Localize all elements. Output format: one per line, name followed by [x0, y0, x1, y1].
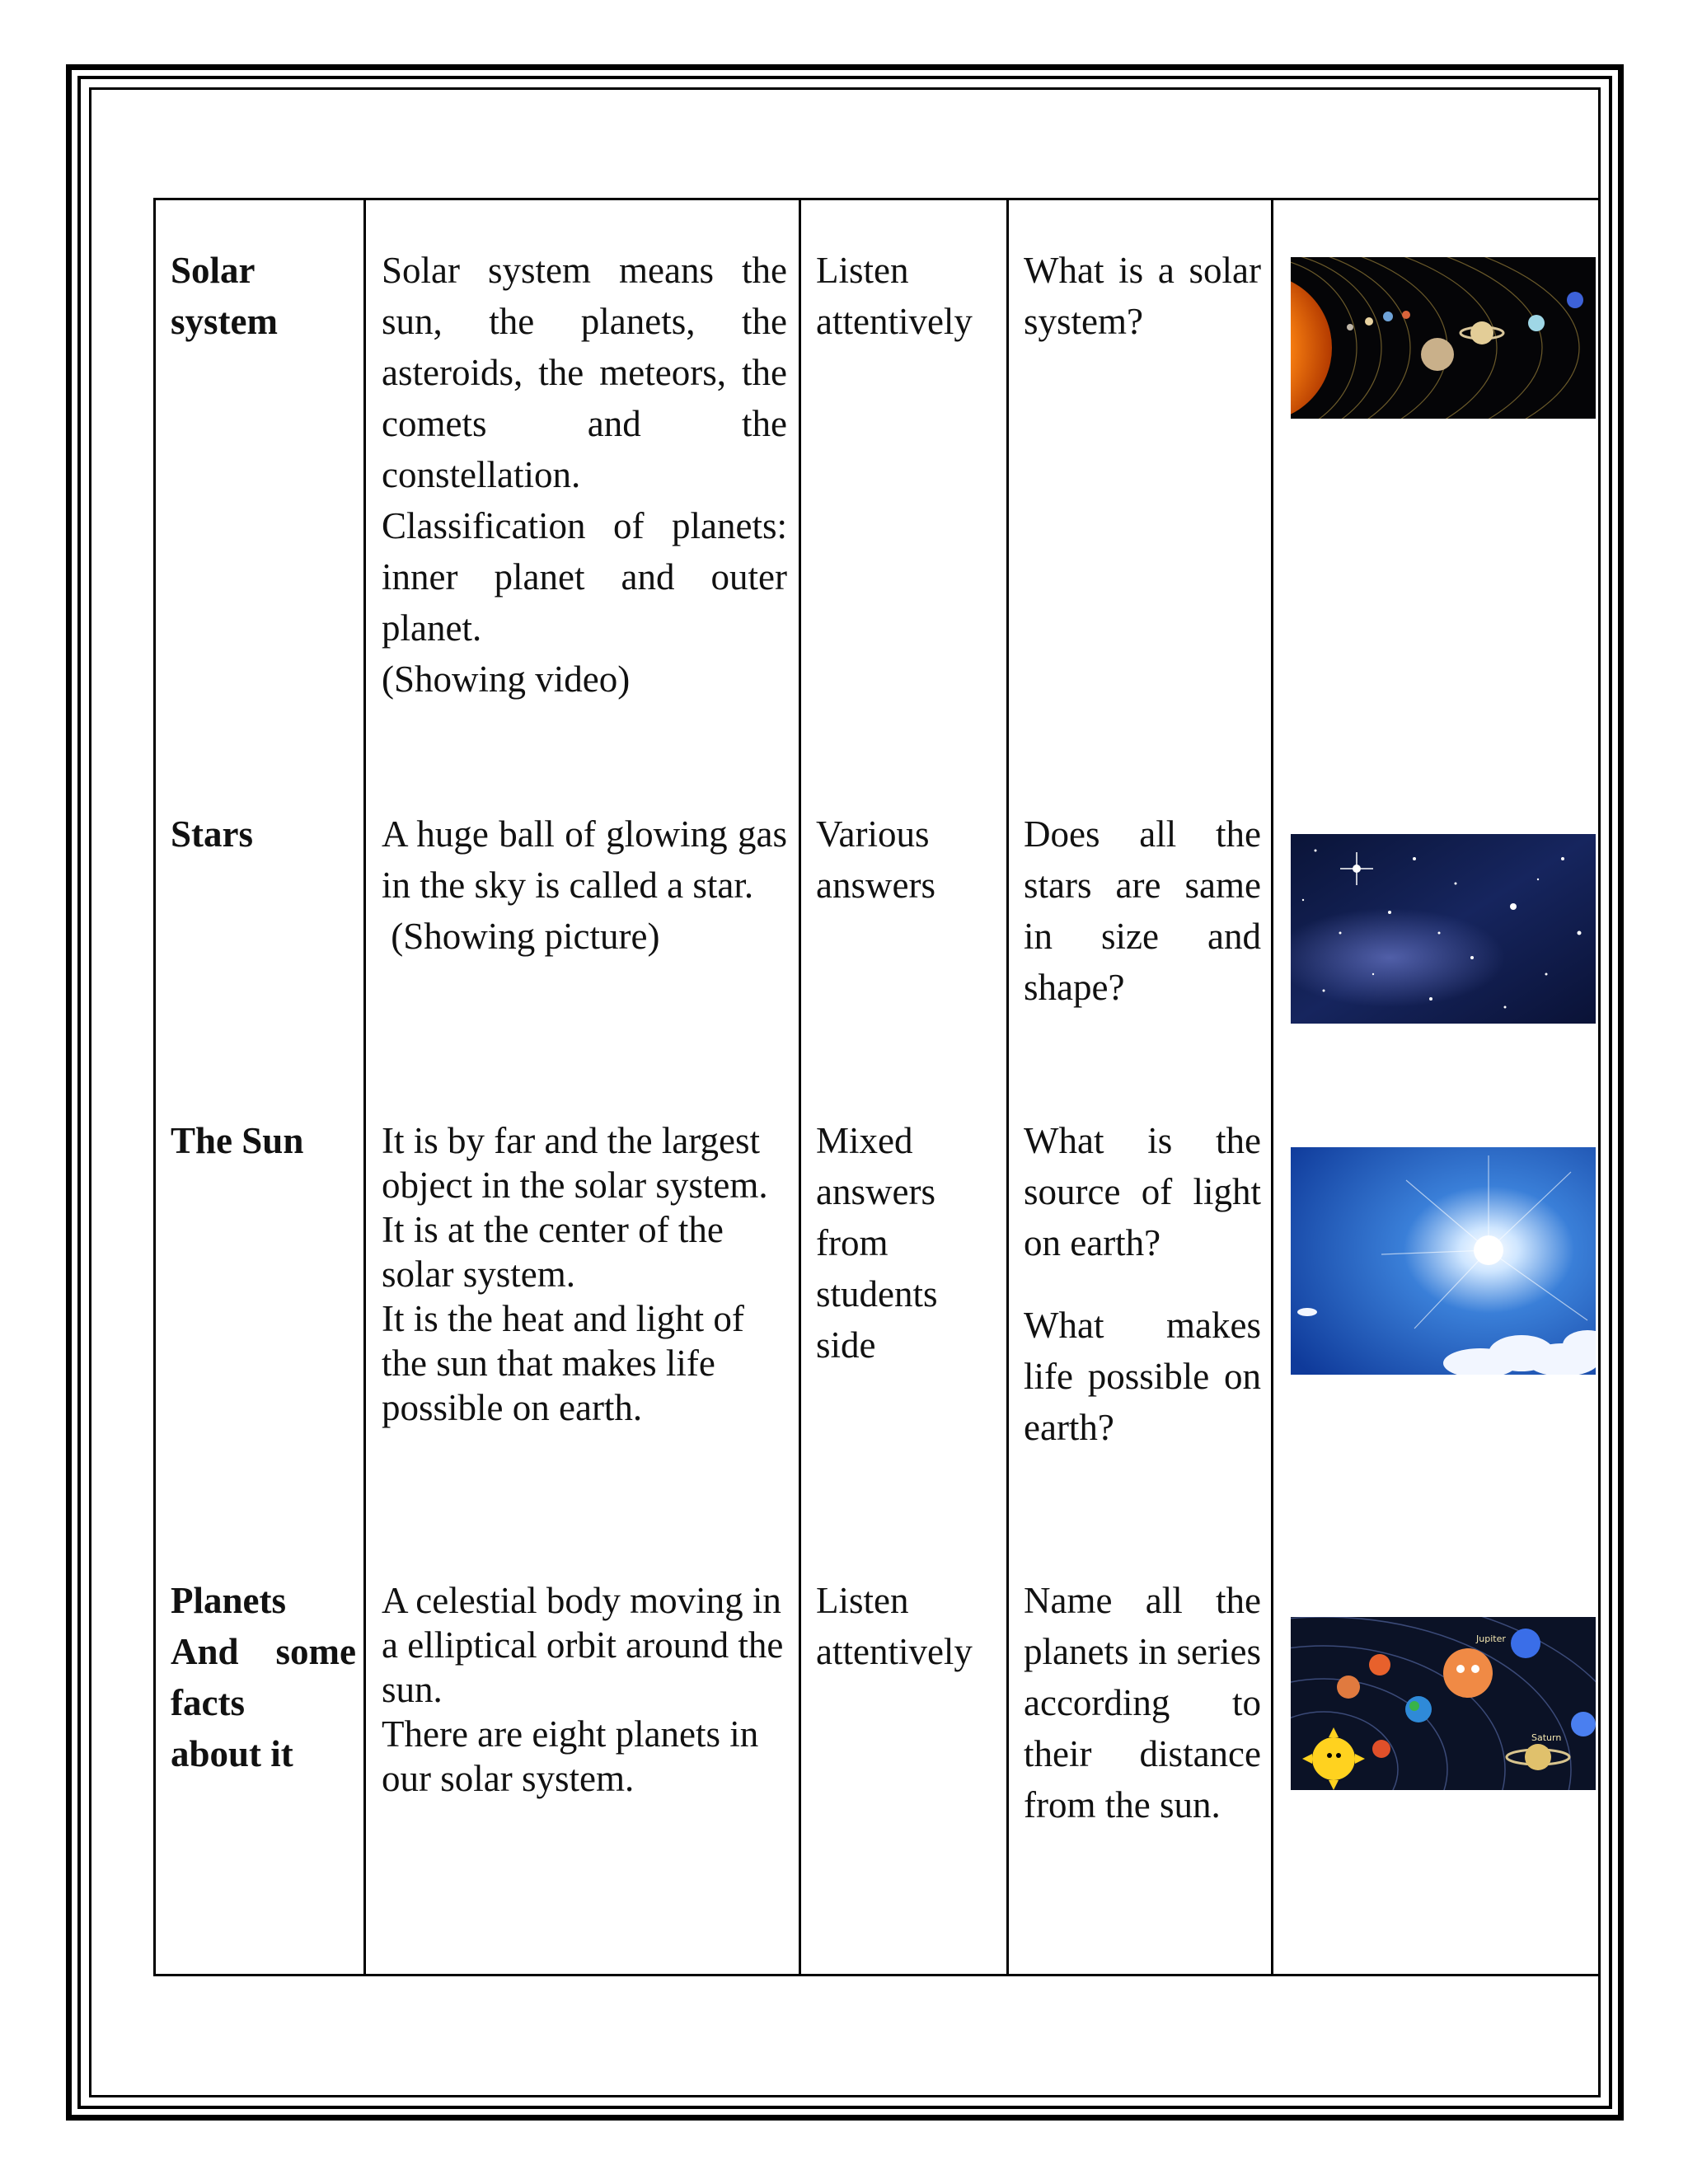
saturn-label: Saturn: [1531, 1732, 1562, 1743]
question-cell: Does all the stars are same in size and shape?: [1024, 813, 1261, 1008]
column-divider: [1006, 198, 1009, 1976]
column-divider: [1271, 198, 1273, 1976]
question-cell: What is a solar system?: [1024, 250, 1261, 342]
topic-cell: Planets And some facts about it: [171, 1580, 356, 1774]
question-cell: Name all the planets in series according to their distance from the sun.: [1024, 1580, 1261, 1825]
sun-in-sky-image: [1291, 1147, 1596, 1375]
content-cell: It is by far and the largest object in the solar system. It is at the center of the solar system. It is the heat and light of the sun that makes life possible on earth.: [382, 1120, 768, 1428]
question-cell: What is the source of light on earth? What makes life possible on earth?: [1024, 1120, 1261, 1448]
content-cell: A huge ball of glowing gas in the sky is called a star. (Showing picture): [382, 813, 787, 957]
content-cell: Solar system means the sun, the planets, the asteroids, the meteors, the comets and the constellation. Classification of planets: inner planet and outer planet. (Showing video): [382, 250, 787, 700]
topic-cell: The Sun: [171, 1120, 304, 1161]
response-cell: Listen attentively: [816, 250, 973, 342]
jupiter-label: Jupiter: [1476, 1633, 1506, 1644]
solar-system-image: [1291, 257, 1596, 419]
column-divider: [363, 198, 366, 1976]
content-cell: A celestial body moving in a elliptical orbit around the sun. There are eight planets in our solar system.: [382, 1580, 784, 1799]
response-cell: Listen attentively: [816, 1580, 973, 1672]
cartoon-planets-image: [1291, 1617, 1596, 1790]
column-divider: [799, 198, 801, 1976]
topic-cell: Stars: [171, 813, 253, 855]
topic-cell: Solar system: [171, 250, 278, 342]
response-cell: Various answers: [816, 813, 935, 906]
response-cell: Mixed answers from students side: [816, 1120, 938, 1366]
starry-sky-image: [1291, 834, 1596, 1024]
